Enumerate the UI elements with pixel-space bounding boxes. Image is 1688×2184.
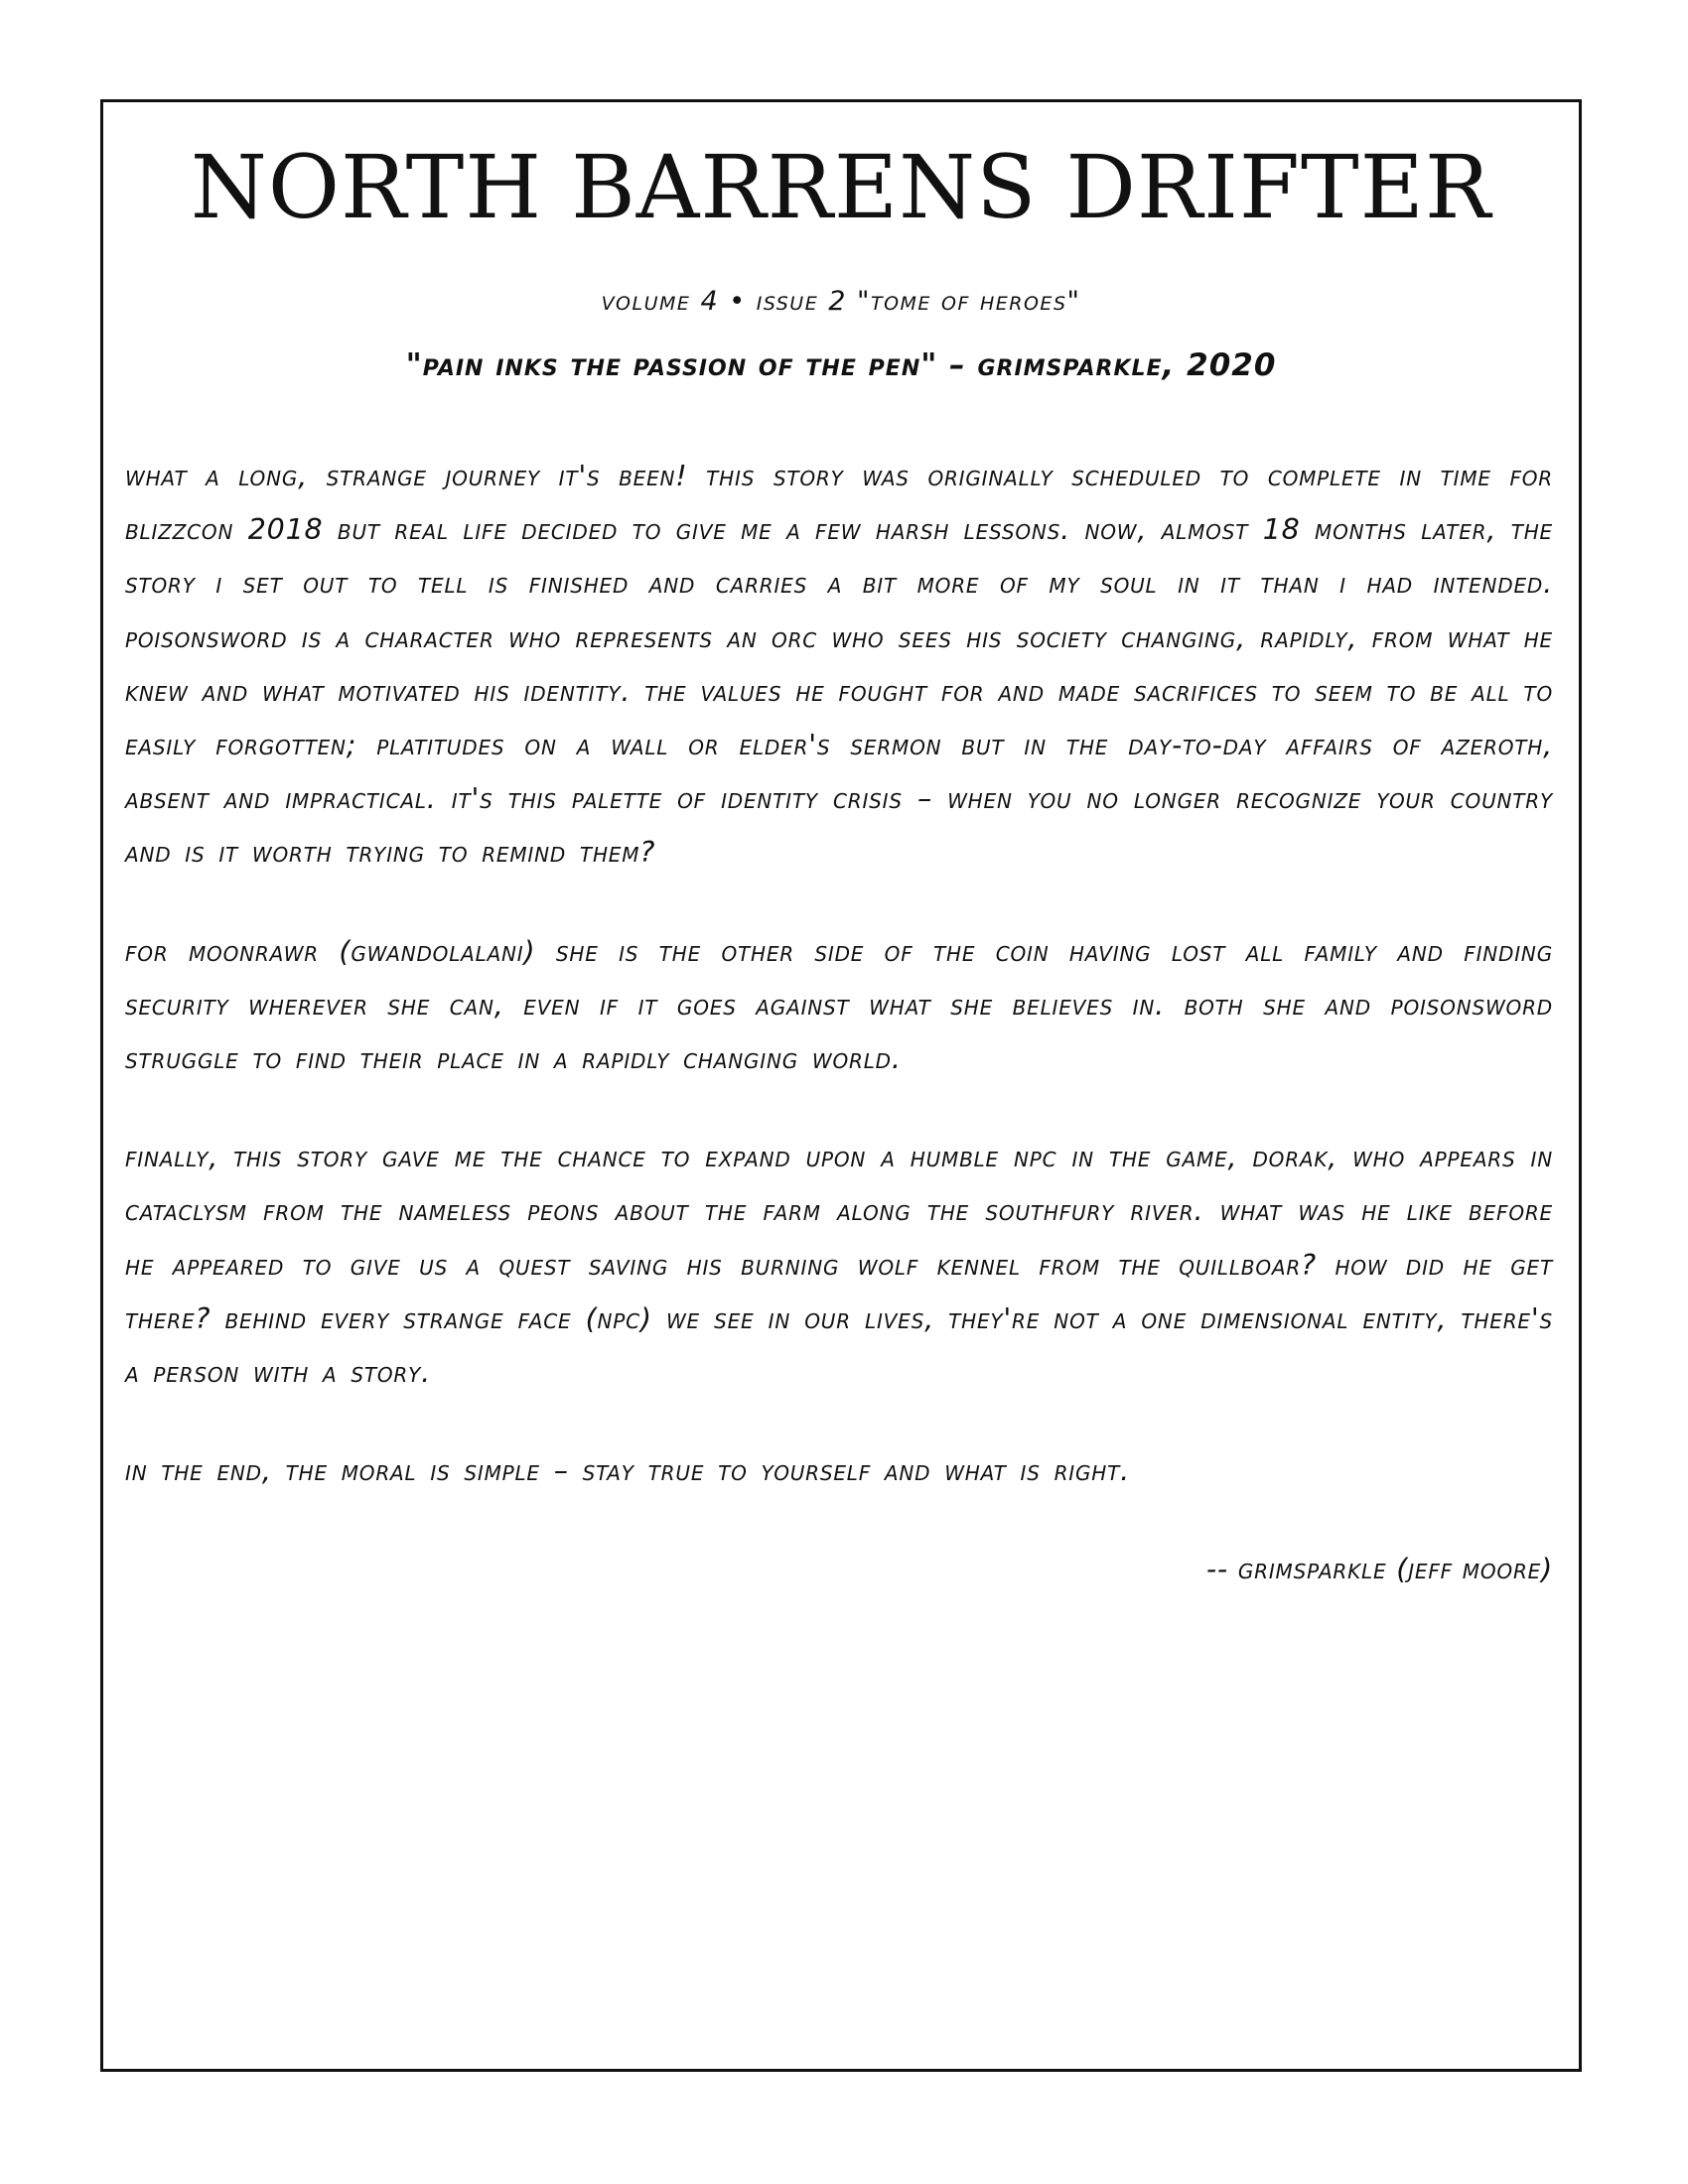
article-body (125, 450, 1553, 1596)
issue-line: volume 4 • issue 2 "tome of heroes" (601, 286, 1081, 317)
page-frame (100, 99, 1582, 2072)
article-paragraph: finally, this story gave me the chance to expand upon a humble npc in the game, dorak, who appears in cataclysm from the nameless peons about the farm along the southfury river. what was he like before he appeared to give us a quest saving his burning wolf kennel from the quillboar? how did he get there? behind every strange face (npc) we see in our lives, they're not a one dimensional entity, there's a person with a story. (125, 1141, 1553, 1390)
article-paragraph: for moonrawr (gwandolalani) she is the other side of the coin having lost all family and finding security wherever she can, even if it goes against what she believes in. both she and poisonsword struggle to find their place in a rapidly changing world. (125, 934, 1553, 1076)
article-paragraph: in the end, the moral is simple – stay true to yourself and what is right. (125, 1454, 1130, 1488)
article-paragraph: what a long, strange journey it's been! this story was originally scheduled to complete in time for blizzcon 2018 but real life decided to give me a few harsh lessons. now, almost 18 months later, the story i set out to tell is finished and carries a bit more of my soul in it than i had intended. poisonsword is a character who represents an orc who sees his society changing, rapidly, from what he knew and what motivated his identity. the values he fought for and made sacrifices to seem to be all to easily forgotten; platitudes on a wall or elder's sermon but in the day-to-day affairs of azeroth, absent and impractical. it's this palette of identity crisis – when you no longer recognize your country and is it worth trying to remind them? (125, 460, 1553, 870)
author-signature: -- grimsparkle (jeff moore) (1205, 1553, 1553, 1586)
newsletter-title: NORTH BARRENS DRIFTER (190, 136, 1492, 238)
motto-quote: "pain inks the passion of the pen" – grimsparkle, 2020 (405, 347, 1277, 383)
